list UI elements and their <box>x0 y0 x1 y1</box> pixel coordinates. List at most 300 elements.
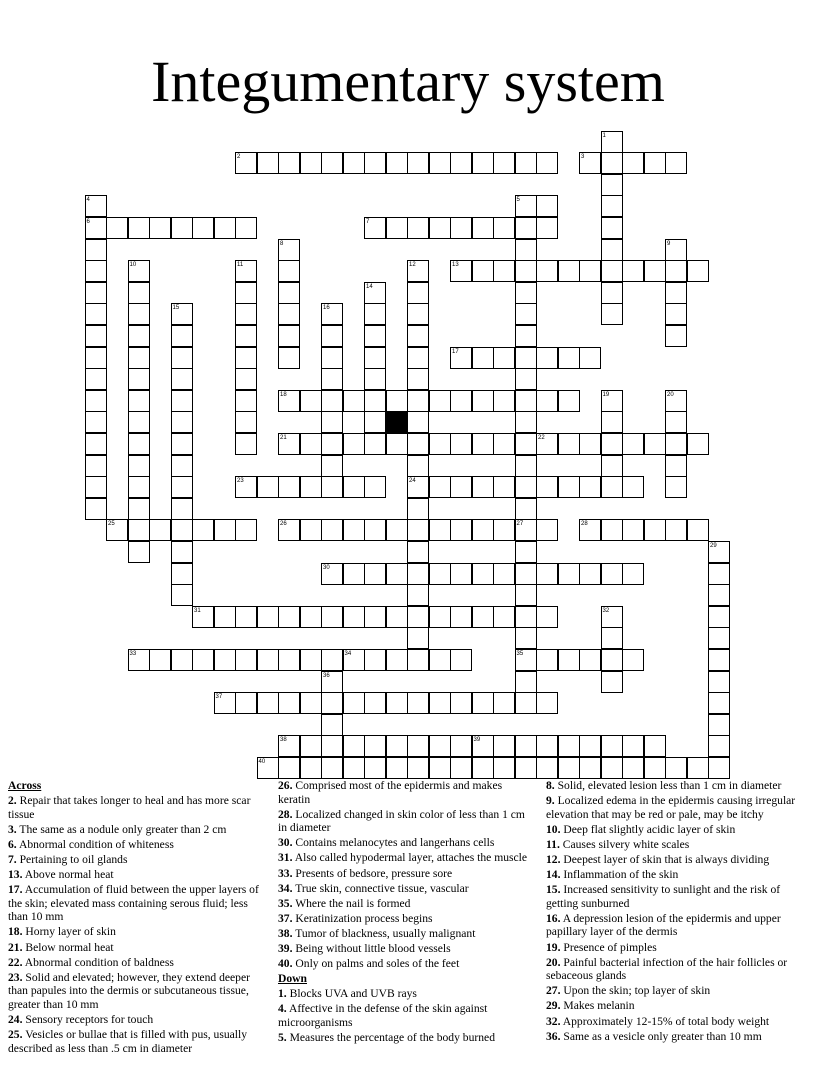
grid-cell[interactable] <box>171 584 193 606</box>
grid-cell[interactable] <box>364 519 386 541</box>
grid-cell[interactable] <box>536 347 558 369</box>
grid-cell[interactable] <box>472 433 494 455</box>
grid-cell[interactable] <box>493 476 515 498</box>
grid-cell[interactable] <box>536 606 558 628</box>
grid-cell[interactable] <box>708 735 730 757</box>
grid-cell[interactable] <box>558 347 580 369</box>
grid-cell[interactable] <box>515 735 537 757</box>
grid-cell[interactable] <box>407 541 429 563</box>
grid-cell[interactable] <box>407 282 429 304</box>
grid-cell[interactable] <box>601 563 623 585</box>
grid-cell[interactable] <box>321 735 343 757</box>
grid-cell[interactable] <box>665 325 687 347</box>
grid-cell[interactable] <box>85 390 107 412</box>
grid-cell[interactable] <box>515 152 537 174</box>
grid-cell[interactable] <box>300 476 322 498</box>
grid-cell[interactable] <box>343 152 365 174</box>
grid-cell[interactable] <box>601 757 623 779</box>
grid-cell[interactable] <box>601 195 623 217</box>
grid-cell[interactable] <box>171 563 193 585</box>
grid-cell[interactable] <box>364 606 386 628</box>
grid-cell[interactable] <box>472 152 494 174</box>
grid-cell[interactable] <box>493 692 515 714</box>
grid-cell[interactable] <box>687 260 709 282</box>
grid-cell[interactable] <box>601 455 623 477</box>
grid-cell[interactable] <box>407 303 429 325</box>
grid-cell[interactable] <box>687 433 709 455</box>
grid-cell[interactable] <box>300 692 322 714</box>
grid-cell[interactable] <box>493 563 515 585</box>
grid-cell[interactable] <box>278 325 300 347</box>
grid-cell[interactable] <box>708 627 730 649</box>
grid-cell[interactable] <box>192 649 214 671</box>
grid-cell[interactable] <box>450 757 472 779</box>
grid-cell[interactable] <box>601 303 623 325</box>
grid-cell[interactable] <box>407 347 429 369</box>
grid-cell[interactable] <box>536 260 558 282</box>
grid-cell[interactable] <box>321 152 343 174</box>
grid-cell[interactable] <box>257 649 279 671</box>
grid-cell[interactable] <box>85 498 107 520</box>
grid-cell[interactable] <box>429 519 451 541</box>
grid-cell[interactable] <box>429 152 451 174</box>
grid-cell[interactable] <box>278 282 300 304</box>
grid-cell[interactable] <box>386 757 408 779</box>
grid-cell[interactable] <box>493 606 515 628</box>
grid-cell[interactable] <box>429 735 451 757</box>
grid-cell[interactable] <box>321 411 343 433</box>
grid-cell[interactable] <box>171 390 193 412</box>
grid-cell[interactable] <box>300 519 322 541</box>
grid-cell[interactable] <box>579 347 601 369</box>
grid-cell[interactable] <box>601 433 623 455</box>
grid-cell[interactable] <box>601 671 623 693</box>
grid-cell[interactable] <box>407 411 429 433</box>
grid-cell[interactable] <box>257 152 279 174</box>
grid-cell[interactable] <box>665 260 687 282</box>
grid-cell[interactable] <box>579 433 601 455</box>
grid-cell[interactable] <box>579 260 601 282</box>
grid-cell[interactable] <box>128 217 150 239</box>
grid-cell[interactable] <box>622 649 644 671</box>
grid-cell[interactable] <box>493 519 515 541</box>
grid-cell[interactable] <box>235 390 257 412</box>
grid-cell[interactable] <box>622 757 644 779</box>
grid-cell[interactable] <box>128 303 150 325</box>
grid-cell[interactable] <box>407 433 429 455</box>
grid-cell[interactable] <box>85 282 107 304</box>
grid-cell[interactable] <box>515 455 537 477</box>
grid-cell[interactable] <box>558 390 580 412</box>
grid-cell[interactable] <box>558 757 580 779</box>
grid-cell[interactable] <box>472 757 494 779</box>
grid-cell[interactable] <box>171 476 193 498</box>
grid-cell[interactable] <box>515 584 537 606</box>
grid-cell[interactable] <box>364 152 386 174</box>
grid-cell[interactable] <box>622 152 644 174</box>
grid-cell[interactable] <box>472 390 494 412</box>
grid-cell[interactable] <box>601 735 623 757</box>
grid-cell[interactable] <box>171 347 193 369</box>
grid-cell[interactable] <box>192 217 214 239</box>
grid-cell[interactable] <box>343 692 365 714</box>
grid-cell[interactable] <box>407 217 429 239</box>
grid-cell[interactable] <box>493 152 515 174</box>
grid-cell[interactable] <box>343 735 365 757</box>
grid-cell[interactable] <box>407 627 429 649</box>
grid-cell[interactable] <box>171 541 193 563</box>
grid-cell[interactable] <box>128 541 150 563</box>
grid-cell[interactable] <box>708 606 730 628</box>
grid-cell[interactable] <box>386 735 408 757</box>
grid-cell[interactable] <box>601 174 623 196</box>
grid-cell[interactable] <box>364 303 386 325</box>
grid-cell[interactable] <box>343 476 365 498</box>
grid-cell[interactable] <box>558 563 580 585</box>
grid-cell[interactable] <box>106 217 128 239</box>
grid-cell[interactable] <box>708 671 730 693</box>
grid-cell[interactable] <box>708 649 730 671</box>
grid-cell[interactable] <box>364 368 386 390</box>
grid-cell[interactable] <box>386 649 408 671</box>
grid-cell[interactable] <box>515 433 537 455</box>
grid-cell[interactable] <box>386 390 408 412</box>
grid-cell[interactable] <box>343 757 365 779</box>
grid-cell[interactable] <box>665 411 687 433</box>
grid-cell[interactable] <box>493 217 515 239</box>
grid-cell[interactable] <box>85 476 107 498</box>
grid-cell[interactable] <box>278 692 300 714</box>
grid-cell[interactable] <box>128 498 150 520</box>
grid-cell[interactable] <box>128 411 150 433</box>
grid-cell[interactable] <box>644 735 666 757</box>
grid-cell[interactable] <box>472 606 494 628</box>
grid-cell[interactable] <box>515 476 537 498</box>
grid-cell[interactable] <box>708 714 730 736</box>
grid-cell[interactable] <box>300 433 322 455</box>
grid-cell[interactable] <box>450 692 472 714</box>
grid-cell[interactable] <box>622 519 644 541</box>
grid-cell[interactable] <box>321 476 343 498</box>
grid-cell[interactable] <box>407 498 429 520</box>
grid-cell[interactable] <box>300 649 322 671</box>
grid-cell[interactable] <box>429 692 451 714</box>
grid-cell[interactable] <box>515 390 537 412</box>
grid-cell[interactable] <box>171 455 193 477</box>
grid-cell[interactable] <box>687 519 709 541</box>
grid-cell[interactable] <box>429 390 451 412</box>
grid-cell[interactable] <box>171 325 193 347</box>
grid-cell[interactable] <box>214 519 236 541</box>
grid-cell[interactable] <box>622 735 644 757</box>
grid-cell[interactable] <box>257 606 279 628</box>
grid-cell[interactable] <box>321 390 343 412</box>
grid-cell[interactable] <box>214 606 236 628</box>
grid-cell[interactable] <box>149 217 171 239</box>
grid-cell[interactable] <box>128 476 150 498</box>
grid-cell[interactable] <box>644 260 666 282</box>
grid-cell[interactable] <box>343 563 365 585</box>
grid-cell[interactable] <box>472 476 494 498</box>
grid-cell[interactable] <box>343 519 365 541</box>
grid-cell[interactable] <box>364 735 386 757</box>
grid-cell[interactable] <box>579 649 601 671</box>
grid-cell[interactable] <box>386 433 408 455</box>
grid-cell[interactable] <box>407 519 429 541</box>
grid-cell[interactable] <box>407 606 429 628</box>
grid-cell[interactable] <box>536 519 558 541</box>
grid-cell[interactable] <box>321 606 343 628</box>
grid-cell[interactable] <box>429 649 451 671</box>
grid-cell[interactable] <box>278 260 300 282</box>
grid-cell[interactable] <box>128 433 150 455</box>
grid-cell[interactable] <box>472 692 494 714</box>
grid-cell[interactable] <box>364 757 386 779</box>
grid-cell[interactable] <box>321 519 343 541</box>
grid-cell[interactable] <box>536 152 558 174</box>
grid-cell[interactable] <box>450 606 472 628</box>
grid-cell[interactable] <box>128 368 150 390</box>
grid-cell[interactable] <box>515 563 537 585</box>
grid-cell[interactable] <box>407 390 429 412</box>
grid-cell[interactable] <box>622 476 644 498</box>
grid-cell[interactable] <box>472 519 494 541</box>
grid-cell[interactable] <box>665 757 687 779</box>
grid-cell[interactable] <box>321 347 343 369</box>
grid-cell[interactable] <box>515 692 537 714</box>
grid-cell[interactable] <box>407 368 429 390</box>
grid-cell[interactable] <box>300 606 322 628</box>
grid-cell[interactable] <box>665 152 687 174</box>
grid-cell[interactable] <box>601 411 623 433</box>
grid-cell[interactable] <box>708 584 730 606</box>
grid-cell[interactable] <box>515 260 537 282</box>
grid-cell[interactable] <box>321 433 343 455</box>
grid-cell[interactable] <box>300 735 322 757</box>
grid-cell[interactable] <box>278 757 300 779</box>
grid-cell[interactable] <box>515 757 537 779</box>
grid-cell[interactable] <box>235 649 257 671</box>
grid-cell[interactable] <box>665 433 687 455</box>
grid-cell[interactable] <box>364 347 386 369</box>
grid-cell[interactable] <box>85 303 107 325</box>
grid-cell[interactable] <box>708 757 730 779</box>
grid-cell[interactable] <box>493 347 515 369</box>
grid-cell[interactable] <box>235 303 257 325</box>
grid-cell[interactable] <box>515 239 537 261</box>
grid-cell[interactable] <box>579 757 601 779</box>
grid-cell[interactable] <box>85 455 107 477</box>
grid-cell[interactable] <box>665 519 687 541</box>
grid-cell[interactable] <box>601 476 623 498</box>
grid-cell[interactable] <box>171 411 193 433</box>
grid-cell[interactable] <box>278 606 300 628</box>
grid-cell[interactable] <box>622 260 644 282</box>
grid-cell[interactable] <box>515 325 537 347</box>
grid-cell[interactable] <box>515 606 537 628</box>
grid-cell[interactable] <box>708 692 730 714</box>
grid-cell[interactable] <box>278 303 300 325</box>
grid-cell[interactable] <box>644 757 666 779</box>
grid-cell[interactable] <box>214 649 236 671</box>
grid-cell[interactable] <box>364 563 386 585</box>
grid-cell[interactable] <box>622 563 644 585</box>
grid-cell[interactable] <box>515 282 537 304</box>
grid-cell[interactable] <box>171 649 193 671</box>
grid-cell[interactable] <box>407 325 429 347</box>
grid-cell[interactable] <box>343 433 365 455</box>
grid-cell[interactable] <box>665 303 687 325</box>
grid-cell[interactable] <box>171 498 193 520</box>
grid-cell[interactable] <box>515 498 537 520</box>
grid-cell[interactable] <box>171 368 193 390</box>
grid-cell[interactable] <box>407 735 429 757</box>
grid-cell[interactable] <box>128 519 150 541</box>
grid-cell[interactable] <box>343 390 365 412</box>
grid-cell[interactable] <box>429 563 451 585</box>
grid-cell[interactable] <box>515 303 537 325</box>
grid-cell[interactable] <box>257 692 279 714</box>
grid-cell[interactable] <box>472 563 494 585</box>
grid-cell[interactable] <box>450 152 472 174</box>
grid-cell[interactable] <box>257 476 279 498</box>
grid-cell[interactable] <box>472 260 494 282</box>
grid-cell[interactable] <box>364 476 386 498</box>
grid-cell[interactable] <box>128 347 150 369</box>
grid-cell[interactable] <box>429 433 451 455</box>
grid-cell[interactable] <box>171 519 193 541</box>
grid-cell[interactable] <box>85 433 107 455</box>
grid-cell[interactable] <box>536 476 558 498</box>
grid-cell[interactable] <box>192 519 214 541</box>
grid-cell[interactable] <box>536 649 558 671</box>
grid-cell[interactable] <box>343 606 365 628</box>
grid-cell[interactable] <box>235 692 257 714</box>
grid-cell[interactable] <box>278 152 300 174</box>
grid-cell[interactable] <box>579 476 601 498</box>
grid-cell[interactable] <box>708 563 730 585</box>
grid-cell[interactable] <box>665 282 687 304</box>
grid-cell[interactable] <box>558 260 580 282</box>
grid-cell[interactable] <box>536 390 558 412</box>
grid-cell[interactable] <box>321 368 343 390</box>
grid-cell[interactable] <box>407 455 429 477</box>
grid-cell[interactable] <box>429 217 451 239</box>
grid-cell[interactable] <box>235 411 257 433</box>
grid-cell[interactable] <box>321 649 343 671</box>
grid-cell[interactable] <box>493 260 515 282</box>
grid-cell[interactable] <box>128 390 150 412</box>
grid-cell[interactable] <box>235 217 257 239</box>
grid-cell[interactable] <box>622 433 644 455</box>
grid-cell[interactable] <box>601 649 623 671</box>
grid-cell[interactable] <box>386 563 408 585</box>
grid-cell[interactable] <box>321 714 343 736</box>
grid-cell[interactable] <box>536 563 558 585</box>
grid-cell[interactable] <box>493 735 515 757</box>
grid-cell[interactable] <box>665 455 687 477</box>
grid-cell[interactable] <box>450 519 472 541</box>
grid-cell[interactable] <box>450 217 472 239</box>
grid-cell[interactable] <box>644 519 666 541</box>
grid-cell[interactable] <box>558 649 580 671</box>
grid-cell[interactable] <box>450 433 472 455</box>
grid-cell[interactable] <box>472 347 494 369</box>
grid-cell[interactable] <box>407 649 429 671</box>
grid-cell[interactable] <box>149 519 171 541</box>
grid-cell[interactable] <box>128 455 150 477</box>
grid-cell[interactable] <box>665 476 687 498</box>
grid-cell[interactable] <box>515 627 537 649</box>
grid-cell[interactable] <box>601 152 623 174</box>
grid-cell[interactable] <box>429 476 451 498</box>
grid-cell[interactable] <box>85 239 107 261</box>
grid-cell[interactable] <box>644 152 666 174</box>
grid-cell[interactable] <box>450 649 472 671</box>
grid-cell[interactable] <box>364 325 386 347</box>
grid-cell[interactable] <box>536 735 558 757</box>
grid-cell[interactable] <box>364 411 386 433</box>
grid-cell[interactable] <box>171 217 193 239</box>
grid-cell[interactable] <box>85 260 107 282</box>
grid-cell[interactable] <box>235 325 257 347</box>
grid-cell[interactable] <box>493 757 515 779</box>
grid-cell[interactable] <box>300 757 322 779</box>
grid-cell[interactable] <box>278 347 300 369</box>
grid-cell[interactable] <box>85 347 107 369</box>
grid-cell[interactable] <box>235 606 257 628</box>
grid-cell[interactable] <box>364 692 386 714</box>
grid-cell[interactable] <box>558 476 580 498</box>
grid-cell[interactable] <box>601 519 623 541</box>
grid-cell[interactable] <box>85 325 107 347</box>
grid-cell[interactable] <box>386 606 408 628</box>
grid-cell[interactable] <box>450 390 472 412</box>
grid-cell[interactable] <box>128 325 150 347</box>
grid-cell[interactable] <box>235 433 257 455</box>
grid-cell[interactable] <box>515 368 537 390</box>
grid-cell[interactable] <box>601 260 623 282</box>
grid-cell[interactable] <box>386 519 408 541</box>
grid-cell[interactable] <box>321 757 343 779</box>
grid-cell[interactable] <box>407 757 429 779</box>
grid-cell[interactable] <box>321 692 343 714</box>
grid-cell[interactable] <box>300 152 322 174</box>
grid-cell[interactable] <box>300 390 322 412</box>
grid-cell[interactable] <box>407 152 429 174</box>
grid-cell[interactable] <box>536 195 558 217</box>
grid-cell[interactable] <box>235 282 257 304</box>
grid-cell[interactable] <box>536 217 558 239</box>
grid-cell[interactable] <box>386 217 408 239</box>
grid-cell[interactable] <box>235 368 257 390</box>
grid-cell[interactable] <box>386 692 408 714</box>
grid-cell[interactable] <box>558 735 580 757</box>
grid-cell[interactable] <box>450 563 472 585</box>
grid-cell[interactable] <box>128 282 150 304</box>
grid-cell[interactable] <box>407 563 429 585</box>
grid-cell[interactable] <box>321 455 343 477</box>
grid-cell[interactable] <box>515 541 537 563</box>
grid-cell[interactable] <box>278 476 300 498</box>
grid-cell[interactable] <box>515 671 537 693</box>
grid-cell[interactable] <box>515 217 537 239</box>
grid-cell[interactable] <box>235 347 257 369</box>
grid-cell[interactable] <box>214 217 236 239</box>
grid-cell[interactable] <box>407 692 429 714</box>
grid-cell[interactable] <box>601 627 623 649</box>
grid-cell[interactable] <box>149 649 171 671</box>
